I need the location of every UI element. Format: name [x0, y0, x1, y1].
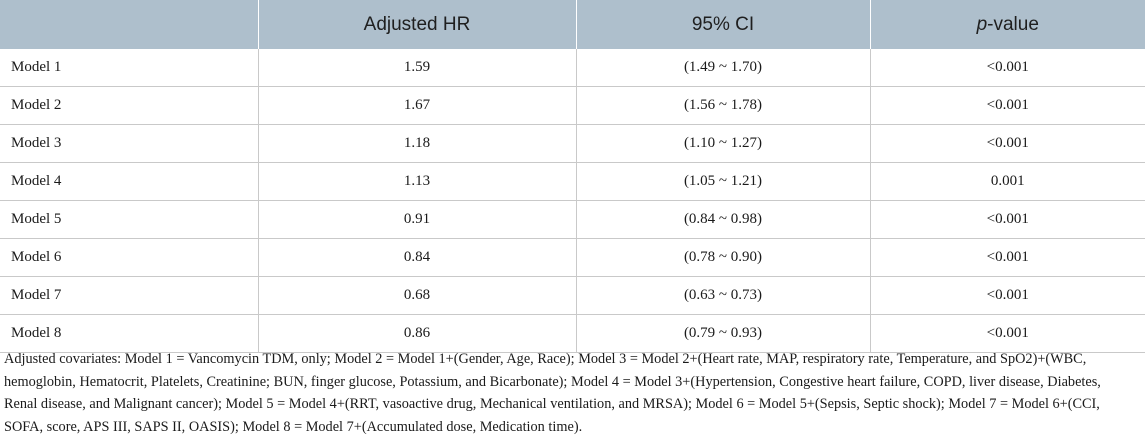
header-adjusted-hr: Adjusted HR [258, 0, 576, 49]
table-header [0, 0, 1145, 49]
cell-p: <0.001 [870, 239, 1145, 277]
cell-ci: (1.05 ~ 1.21) [576, 163, 870, 201]
header-p-value [870, 0, 1145, 49]
cell-ci: (0.63 ~ 0.73) [576, 277, 870, 315]
table-row [0, 315, 1145, 353]
table-row [0, 277, 1145, 315]
cell-ci: (0.78 ~ 0.90) [576, 239, 870, 277]
table-row [0, 125, 1145, 163]
cell-hr: 0.84 [258, 239, 576, 277]
table-row [0, 163, 1145, 201]
cell-hr: 1.18 [258, 125, 576, 163]
cell-ci: (1.56 ~ 1.78) [576, 87, 870, 125]
cell-p: <0.001 [870, 277, 1145, 315]
header-model [0, 0, 258, 49]
cell-hr: 0.68 [258, 277, 576, 315]
cell-hr: 1.67 [258, 87, 576, 125]
cell-model: Model 3 [0, 125, 258, 163]
table-row [0, 201, 1145, 239]
header-95-ci: 95% CI [576, 0, 870, 49]
cell-ci: (1.49 ~ 1.70) [576, 49, 870, 87]
header-row [0, 0, 1145, 49]
cell-model: Model 8 [0, 315, 258, 353]
cell-p: <0.001 [870, 87, 1145, 125]
cell-p: 0.001 [870, 163, 1145, 201]
cell-model: Model 2 [0, 87, 258, 125]
cell-hr: 0.91 [258, 201, 576, 239]
cell-p: <0.001 [870, 49, 1145, 87]
cell-ci: (0.84 ~ 0.98) [576, 201, 870, 239]
table-row [0, 239, 1145, 277]
cell-ci: (1.10 ~ 1.27) [576, 125, 870, 163]
cell-hr: 1.13 [258, 163, 576, 201]
cell-model: Model 5 [0, 201, 258, 239]
table-footnote: Adjusted covariates: Model 1 = Vancomycin TDM, only; Model 2 = Model 1+(Gender, Age, Race); Model 3 = Model 2+(Heart rate, MAP, respiratory rate, Temperature, and SpO2)+(WBC, hemoglobin, Hematocrit, Platelets, Creatinine; BUN, finger glucose, Potassium, and Bicarbonate); Model 4 = Model 3+(Hypertension, Congestive heart failure, COPD, liver disease, Diabetes, Renal disease, and Malignant cancer); Model 5 = Model 4+(RRT, vasoactive drug, Mechanical ventilation, and MRSA); Model 6 = Model 5+(Sepsis, Septic shock); Model 7 = Model 6+(CCI, SOFA, score, APS III, SAPS II, OASIS); Model 8 = Model 7+(Accumulated dose, Medication time). [4, 351, 1101, 435]
cell-p: <0.001 [870, 125, 1145, 163]
cell-hr: 1.59 [258, 49, 576, 87]
table-body [0, 49, 1145, 353]
cell-p: <0.001 [870, 201, 1145, 239]
header-p-italic: p [976, 13, 988, 35]
cell-model: Model 4 [0, 163, 258, 201]
cell-model: Model 1 [0, 49, 258, 87]
cell-model: Model 6 [0, 239, 258, 277]
cell-model: Model 7 [0, 277, 258, 315]
header-p-suffix: -value [987, 13, 1039, 35]
table-row [0, 87, 1145, 125]
table-row [0, 49, 1145, 87]
cell-ci: (0.79 ~ 0.93) [576, 315, 870, 353]
cell-hr: 0.86 [258, 315, 576, 353]
cell-p: <0.001 [870, 315, 1145, 353]
